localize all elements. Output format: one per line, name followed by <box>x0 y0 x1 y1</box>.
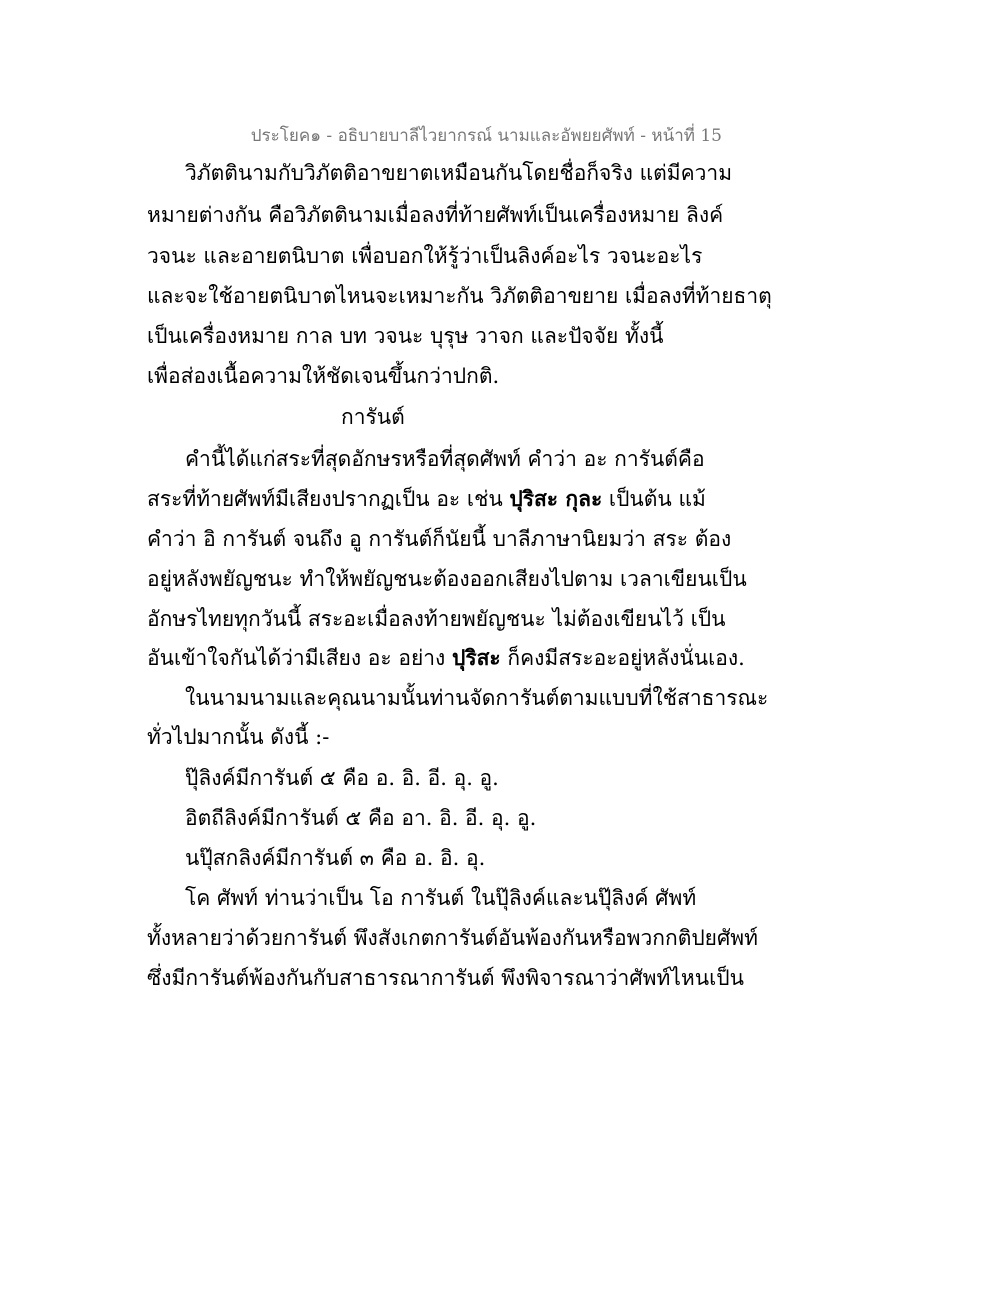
section-heading: การันต์ <box>341 405 405 429</box>
text-line: วจนะ และอายตนิบาต เพื่อบอกให้รู้ว่าเป็นลิงค์อะไร วจนะอะไร <box>147 244 703 268</box>
text-line: และจะใช้อายตนิบาตไหนจะเหมาะกัน วิภัตติอาขยาย เมื่อลงที่ท้ายธาตุ <box>147 284 772 308</box>
text-line <box>147 484 706 514</box>
text-run: อันเข้าใจกันได้ว่ามีเสียง อะ อย่าง <box>147 646 452 670</box>
text-line: โค ศัพท์ ท่านว่าเป็น โอ การันต์ ในปุ๊ลิงค์และนปุ๊ลิงค์ ศัพท์ <box>185 886 697 910</box>
text-line <box>147 643 745 673</box>
text-run: ก็คงมีสระอะอยู่หลังนั่นเอง. <box>500 646 745 670</box>
text-line: เพื่อส่องเนื้อความให้ชัดเจนขึ้นกว่าปกติ. <box>147 364 500 388</box>
text-line: อยู่หลังพยัญชนะ ทำให้พยัญชนะต้องออกเสียงไปตาม เวลาเขียนเป็น <box>147 567 747 591</box>
text-line: คำว่า อิ การันต์ จนถึง อู การันต์ก็นัยนี้ บาลีภาษานิยมว่า สระ ต้อง <box>147 527 732 551</box>
list-item: อิตถีลิงค์มีการันต์ ๕ คือ อา. อิ. อี. อุ. อู. <box>185 806 537 830</box>
text-line: อักษรไทยทุกวันนี้ สระอะเมื่อลงท้ายพยัญชนะ ไม่ต้องเขียนไว้ เป็น <box>147 607 726 631</box>
bold-term: ปุริสะ กุละ <box>509 486 603 511</box>
text-line: ทั่วไปมากนั้น ดังนี้ :- <box>147 725 330 749</box>
bold-term: ปุริสะ <box>451 645 501 670</box>
text-line: คำนี้ได้แก่สระที่สุดอักษรหรือที่สุดศัพท์ คำว่า อะ การันต์คือ <box>185 447 705 471</box>
text-line: เป็นเครื่องหมาย กาล บท วจนะ บุรุษ วาจก และปัจจัย ทั้งนี้ <box>147 324 664 348</box>
text-line: หมายต่างกัน คือวิภัตตินามเมื่อลงที่ท้ายศัพท์เป็นเครื่องหมาย ลิงค์ <box>147 203 724 227</box>
list-item: ปุ๊ลิงค์มีการันต์ ๕ คือ อ. อิ. อี. อุ. อู. <box>185 766 499 790</box>
text-line: ซึ่งมีการันต์พ้องกันกับสาธารณาการันต์ พึงพิจารณาว่าศัพท์ไหนเป็น <box>147 966 744 990</box>
text-run: เป็นต้น แม้ <box>602 487 706 511</box>
text-run: สระที่ท้ายศัพท์มีเสียงปรากฏเป็น อะ เช่น <box>147 487 510 511</box>
list-item: นปุ๊สกลิงค์มีการันต์ ๓ คือ อ. อิ. อุ. <box>185 846 486 870</box>
text-line: ในนามนามและคุณนามนั้นท่านจัดการันต์ตามแบบที่ใช้สาธารณะ <box>185 686 769 710</box>
text-line: วิภัตตินามกับวิภัตติอาขยาตเหมือนกันโดยชื่อก็จริง แต่มีความ <box>185 161 733 185</box>
page-header: ประโยค๑ - อธิบายบาลีไวยากรณ์ นามและอัพยยศัพท์ - หน้าที่ 15 <box>250 126 722 146</box>
text-line: ทั้งหลายว่าด้วยการันต์ พึงสังเกตการันต์อันพ้องกันหรือพวกกติปยศัพท์ <box>147 926 758 950</box>
